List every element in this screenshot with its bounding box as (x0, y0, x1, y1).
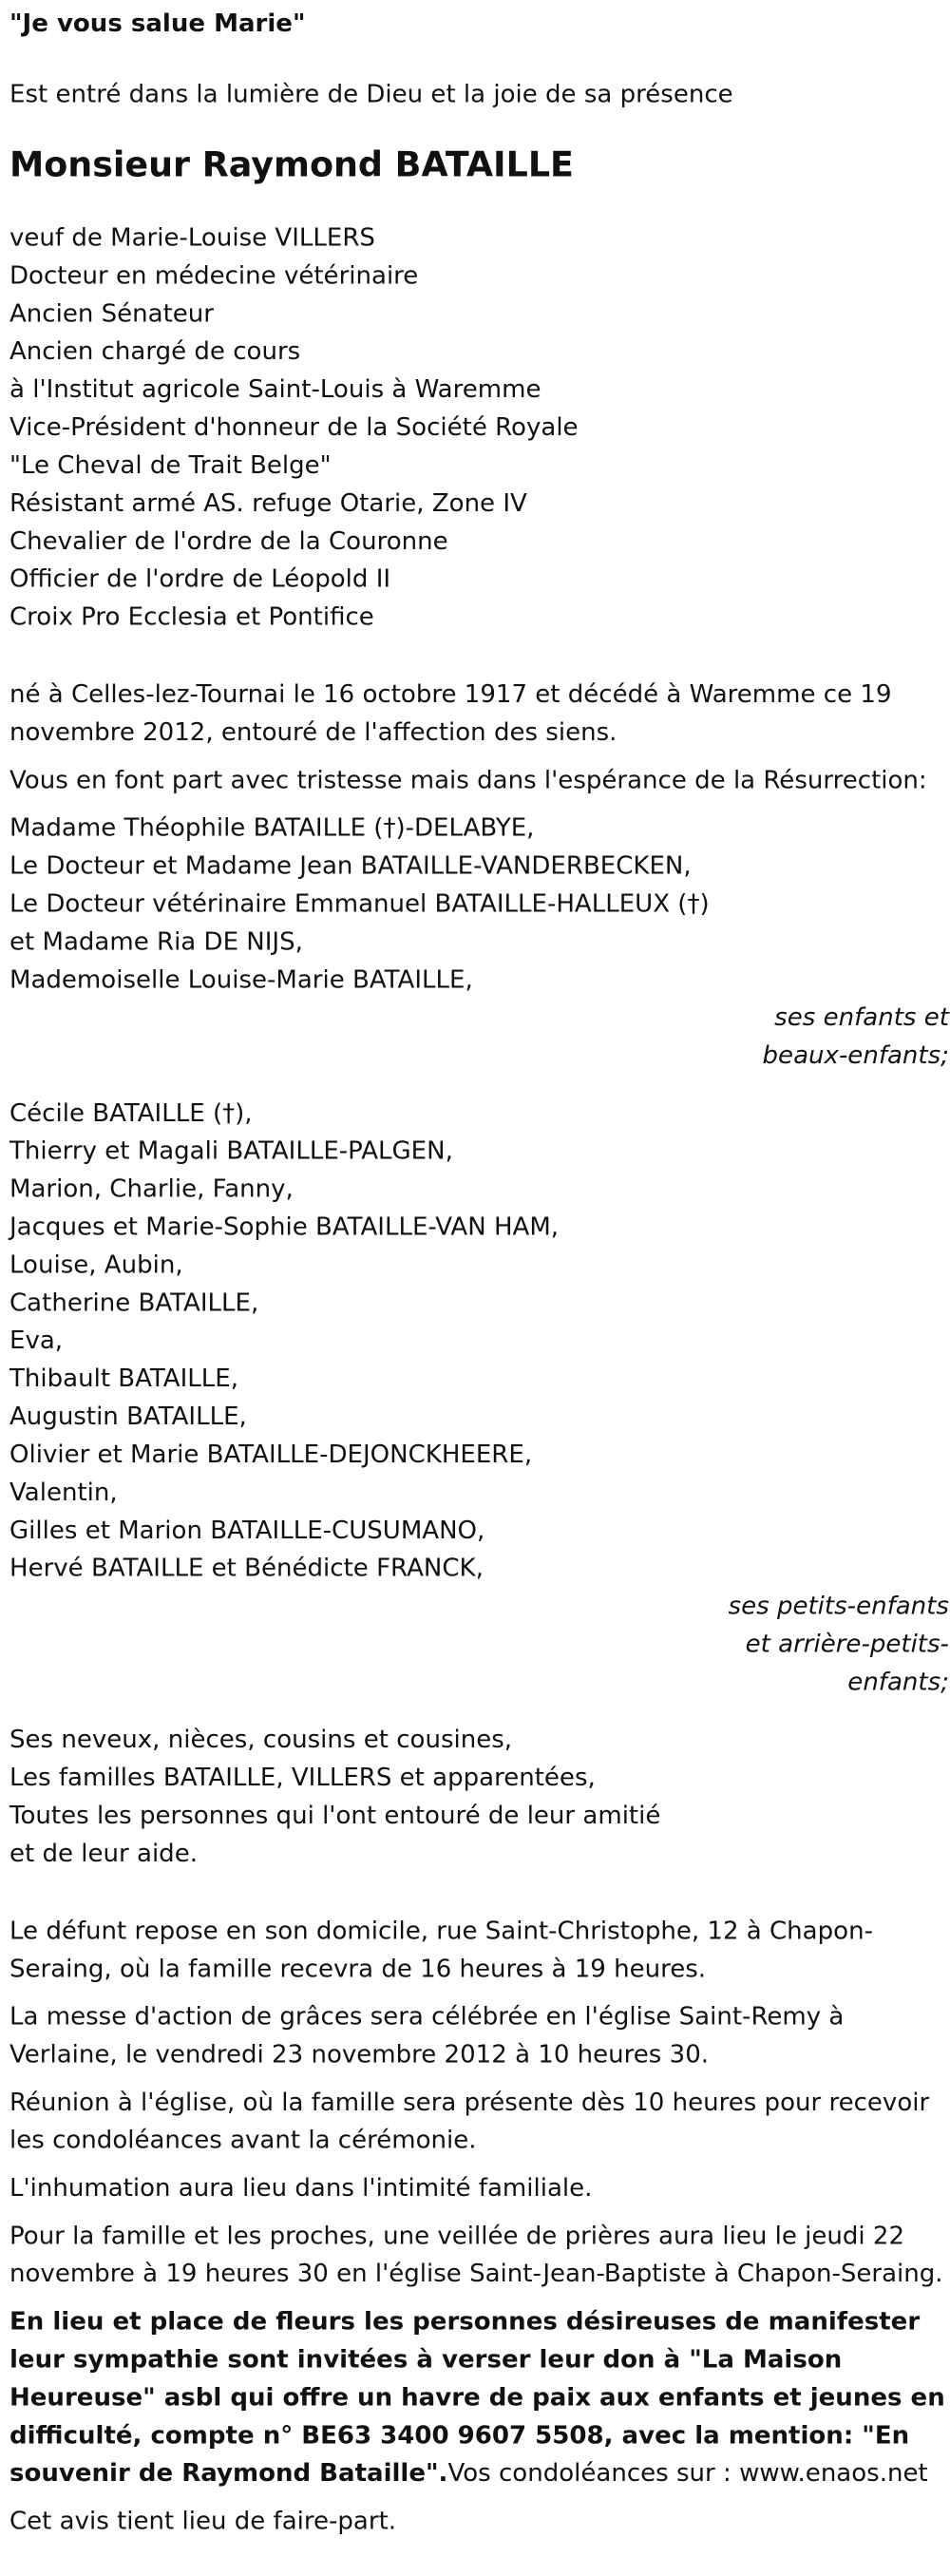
children-list (10, 810, 949, 1000)
title-line: Ancien Sénateur (10, 298, 215, 329)
family-member: Ses neveux, nièces, cousins et cousines, (10, 1724, 513, 1755)
family-member: et de leur aide. (10, 1838, 199, 1868)
family-member: Le Docteur vétérinaire Emmanuel BATAILLE-HALLEUX (†) (10, 888, 710, 919)
family-member: Mademoiselle Louise-Marie BATAILLE, (10, 964, 473, 995)
family-member: Valentin, (10, 1477, 118, 1507)
titles-list (10, 219, 949, 637)
title-line: Officier de l'ordre de Léopold II (10, 563, 391, 594)
burial-text: L'inhumation aura lieu dans l'intimité familiale. (10, 2172, 593, 2203)
vigil-text: Pour la famille et les proches, une veillée de prières aura lieu le jeudi 22 novembre à 19 heures 30 en l'église Saint-Jean-Baptiste à Chapon-Seraing. (10, 2221, 943, 2289)
birth-death-text: né à Celles-lez-Tournai le 16 octobre 1917 et décédé à Waremme ce 19 novembre 2012, entouré de l'affection des siens. (10, 678, 892, 747)
others-list (10, 1721, 949, 1873)
family-member: Le Docteur et Madame Jean BATAILLE-VANDERBECKEN, (10, 850, 692, 881)
reunion-text: Réunion à l'église, où la famille sera présente dès 10 heures pour recevoir les condoléances avant la cérémonie. (10, 2087, 930, 2155)
family-member: Gilles et Marion BATAILLE-CUSUMANO, (10, 1515, 485, 1545)
grandchildren-note: ses petits-enfants et arrière-petits-enfants; (728, 1591, 949, 1697)
donation-text: En lieu et place de fleurs les personnes désireuses de manifester leur sympathie sont invitées à verser leur don à "La Maison Heureuse" asbl qui offre un havre de paix aux enfants et jeunes en difficulté, compte n° BE63 3400 9607 5508, avec la mention: "En souvenir de Raymond Bataille". (10, 2306, 945, 2489)
family-member: Louise, Aubin, (10, 1250, 183, 1280)
donation-paragraph (10, 2303, 949, 2493)
condolences-text: Vos condoléances sur : www.enaos.net (447, 2457, 928, 2489)
title-line: Docteur en médecine vétérinaire (10, 260, 419, 291)
children-note: ses enfants et beaux-enfants; (762, 1002, 949, 1071)
family-member: Toutes les personnes qui l'ont entouré de leur amitié (10, 1800, 661, 1830)
family-member: Marion, Charlie, Fanny, (10, 1174, 294, 1204)
title-line: Ancien chargé de cours (10, 335, 301, 367)
family-member: Olivier et Marie BATAILLE-DEJONCKHEERE, (10, 1439, 533, 1469)
family-member: Thibault BATAILLE, (10, 1363, 239, 1394)
intro-text: Est entré dans la lumière de Dieu et la joie de sa présence (10, 79, 733, 109)
title-line: "Le Cheval de Trait Belge" (10, 449, 332, 480)
closing-text: Cet avis tient lieu de faire-part. (10, 2506, 397, 2536)
family-member: Augustin BATAILLE, (10, 1401, 247, 1431)
announcement-text: Vous en font part avec tristesse mais dans l'espérance de la Résurrection: (10, 765, 927, 795)
family-member: Les familles BATAILLE, VILLERS et apparentées, (10, 1762, 596, 1792)
obituary-content (10, 0, 949, 2541)
title-line: à l'Institut agricole Saint-Louis à Waremme (10, 373, 542, 405)
title-line: Croix Pro Ecclesia et Pontifice (10, 601, 374, 632)
title-line: Chevalier de l'ordre de la Couronne (10, 525, 448, 556)
deceased-name: Monsieur Raymond BATAILLE (10, 144, 574, 185)
family-member: Eva, (10, 1325, 64, 1356)
title-line: veuf de Marie-Louise VILLERS (10, 222, 375, 253)
family-member: et Madame Ria DE NIJS, (10, 926, 303, 957)
family-member: Cécile BATAILLE (†), (10, 1097, 253, 1128)
family-member: Jacques et Marie-Sophie BATAILLE-VAN HAM, (10, 1212, 560, 1242)
title-line: Résistant armé AS. refuge Otarie, Zone IV (10, 487, 527, 518)
family-member: Catherine BATAILLE, (10, 1288, 259, 1318)
mass-text: La messe d'action de grâces sera célébrée en l'église Saint-Remy à Verlaine, le vendredi 23 novembre 2012 à 10 heures 30. (10, 2001, 845, 2070)
obituary-page (10, 0, 949, 2536)
family-member: Thierry et Magali BATAILLE-PALGEN, (10, 1135, 453, 1166)
repose-text: Le défunt repose en son domicile, rue Saint-Christophe, 12 à Chapon-Seraing, où la famille recevra de 16 heures à 19 heures. (10, 1916, 873, 1984)
opening-quote: "Je vous salue Marie" (10, 8, 306, 38)
title-line: Vice-Président d'honneur de la Société Royale (10, 411, 579, 442)
family-member: Madame Théophile BATAILLE (†)-DELABYE, (10, 812, 535, 843)
family-member: Hervé BATAILLE et Bénédicte FRANCK, (10, 1553, 484, 1583)
grandchildren-list (10, 1095, 949, 1588)
